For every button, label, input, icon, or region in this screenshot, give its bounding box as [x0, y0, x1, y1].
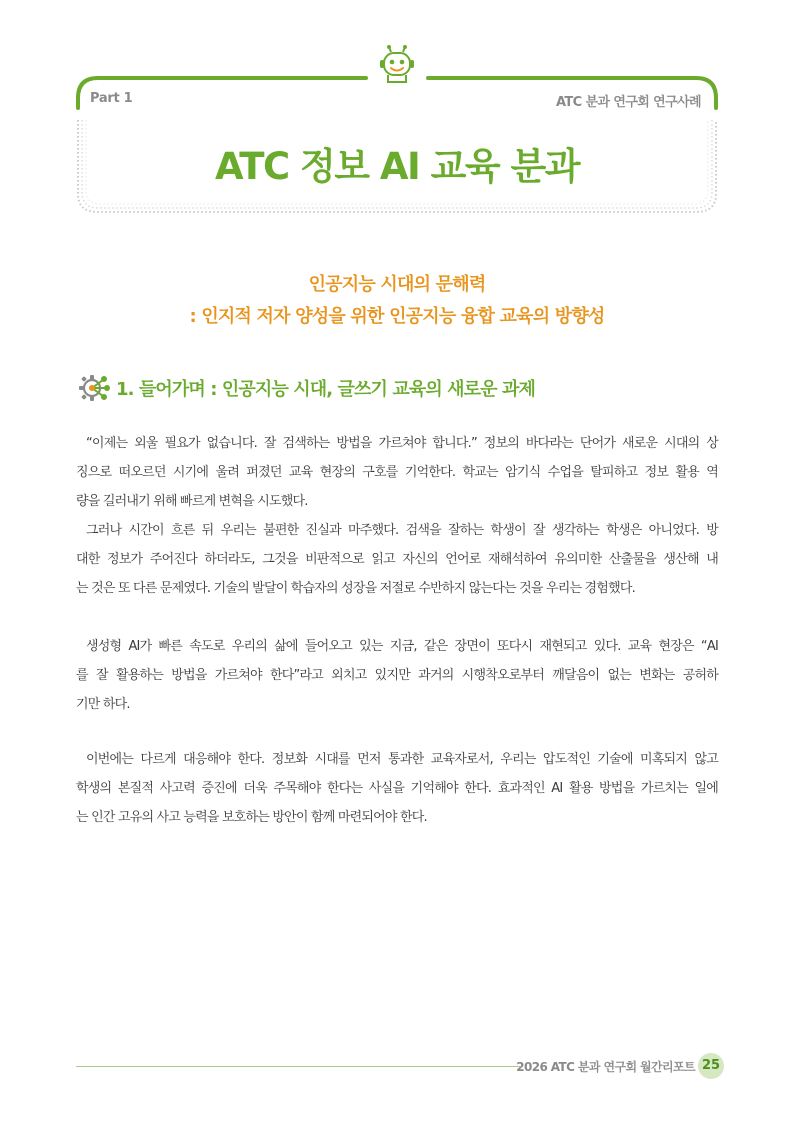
paragraph-line: 생성형 AI가 빠른 속도로 우리의 삶에 들어오고 있는 지금, 같은 장면이 또다시 재현되고 있다. 교육 현장은 “AI — [86, 639, 718, 654]
paragraph-line: 량을 길러내기 위해 빠르게 변혁을 시도했다. — [76, 494, 308, 509]
paragraph-line: 를 잘 활용하는 방법을 가르쳐야 한다”라고 외치고 있지만 과거의 시행착오로부터 깨달음이 없는 변화는 공허하 — [76, 668, 718, 683]
article-subtitle-line1: 인공지능 시대의 문해력 — [308, 274, 486, 295]
gear-circuit-icon — [76, 372, 112, 404]
footer-rule — [76, 1066, 520, 1067]
paragraph-line: 징으로 떠오르던 시기에 울려 퍼졌던 교육 현장의 구호를 기억한다. 학교는 암기식 수업을 탈피하고 정보 활용 역 — [76, 465, 718, 480]
paragraph-line: 는 인간 고유의 사고 능력을 보호하는 방안이 함께 마련되어야 한다. — [76, 810, 427, 825]
series-label: ATC 분과 연구회 연구사례 — [555, 95, 701, 110]
part-label: Part 1 — [90, 91, 133, 106]
page-number-badge: 25 — [698, 1053, 724, 1079]
paragraph-3 — [76, 632, 718, 719]
article-subtitle-line2: : 인지적 저자 양성을 위한 인공지능 융합 교육의 방향성 — [189, 306, 605, 327]
robot-mascot-icon — [378, 44, 416, 86]
paragraph-line: 대한 정보가 주어진다 하더라도, 그것을 비판적으로 읽고 자신의 언어로 재해석하여 유의미한 산출물을 생산해 내 — [76, 552, 718, 567]
paragraph-line: 그러나 시간이 흐른 뒤 우리는 불편한 진실과 마주했다. 검색을 잘하는 학생이 잘 생각하는 학생은 아니었다. 방 — [86, 523, 718, 538]
paragraph-line: 이번에는 다르게 대응해야 한다. 정보화 시대를 먼저 통과한 교육자로서, 우리는 압도적인 기술에 미혹되지 않고 — [86, 752, 718, 767]
section-heading — [76, 370, 718, 406]
section-title: 1. 들어가며 : 인공지능 시대, 글쓰기 교육의 새로운 과제 — [116, 379, 535, 400]
paragraph-line: “이제는 외울 필요가 없습니다. 잘 검색하는 방법을 가르쳐야 합니다.” 정보의 바다라는 단어가 새로운 시대의 상 — [86, 436, 718, 451]
paragraph-1 — [76, 429, 718, 516]
paragraph-2 — [76, 516, 718, 603]
paragraph-line: 기만 하다. — [76, 697, 130, 712]
paragraph-line: 학생의 본질적 사고력 증진에 더욱 주목해야 한다는 사실을 기억해야 한다. 효과적인 AI 활용 방법을 가르치는 일에 — [76, 781, 718, 796]
footer-report-label: 2026 ATC 분과 연구회 월간리포트 — [516, 1060, 695, 1074]
paragraph-line: 는 것은 또 다른 문제였다. 기술의 발달이 학습자의 성장을 저절로 수반하지 않는다는 것을 우리는 경험했다. — [76, 581, 635, 596]
paragraph-4 — [76, 745, 718, 832]
page-title: ATC 정보 AI 교육 분과 — [214, 145, 580, 188]
